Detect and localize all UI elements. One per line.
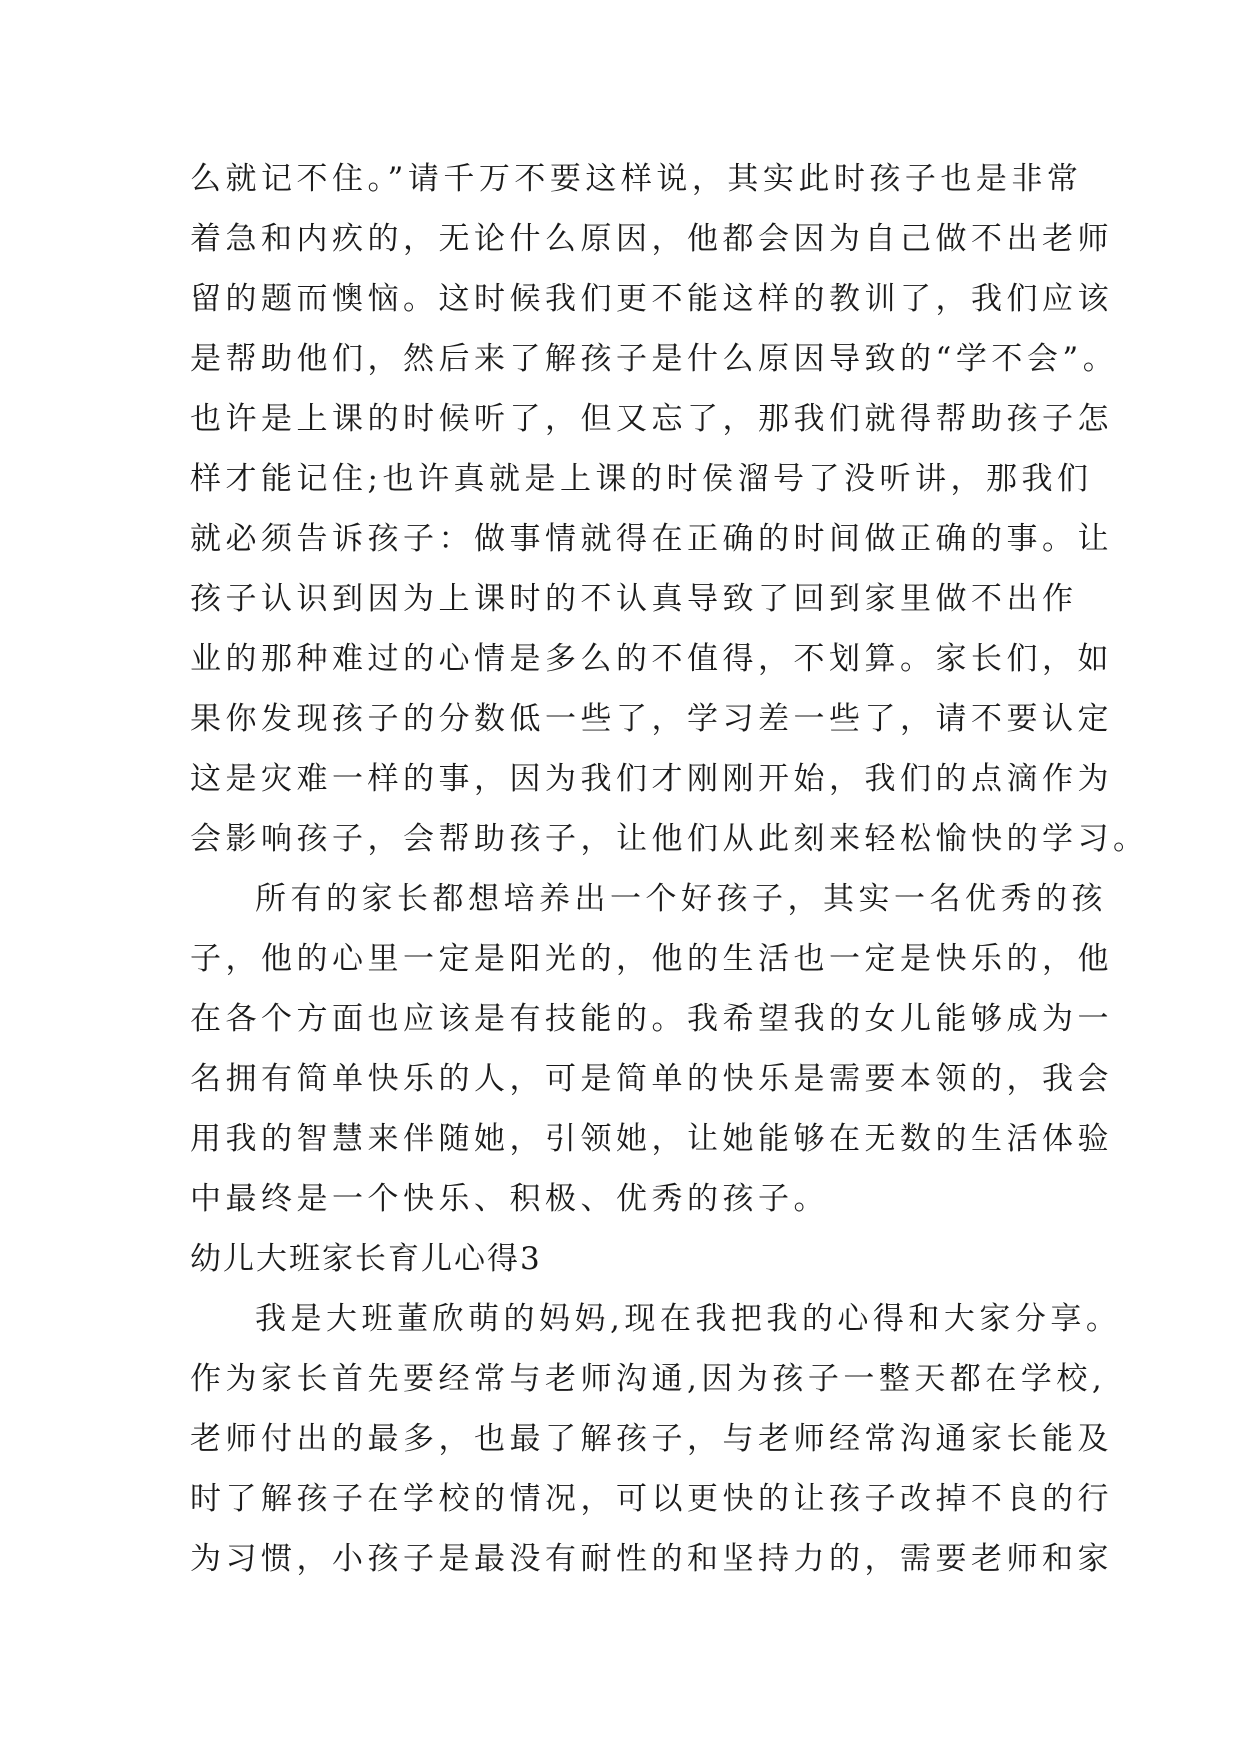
paragraph-line: 是帮助他们，然后来了解孩子是什么原因导致的“学不会”。 bbox=[190, 341, 1119, 377]
paragraph-line: 果你发现孩子的分数低一些了，学习差一些了，请不要认定 bbox=[190, 701, 1113, 737]
paragraph-line: 在各个方面也应该是有技能的。我希望我的女儿能够成为一 bbox=[190, 1001, 1113, 1037]
paragraph-line: 业的那种难过的心情是多么的不值得，不划算。家长们，如 bbox=[190, 641, 1113, 677]
paragraph-line: 为习惯，小孩子是最没有耐性的和坚持力的，需要老师和家 bbox=[190, 1541, 1113, 1577]
paragraph-line: 老师付出的最多，也最了解孩子，与老师经常沟通家长能及 bbox=[190, 1421, 1113, 1457]
paragraph-line: 名拥有简单快乐的人，可是简单的快乐是需要本领的，我会 bbox=[190, 1061, 1113, 1097]
paragraph-line: 子，他的心里一定是阳光的，他的生活也一定是快乐的，他 bbox=[190, 941, 1113, 977]
paragraph-line: 么就记不住。”请千万不要这样说，其实此时孩子也是非常 bbox=[190, 161, 1083, 197]
paragraph-line: 孩子认识到因为上课时的不认真导致了回到家里做不出作 bbox=[190, 581, 1078, 617]
paragraph-line: 着急和内疚的，无论什么原因，他都会因为自己做不出老师 bbox=[190, 221, 1113, 257]
section-heading: 幼儿大班家长育儿心得3 bbox=[190, 1241, 542, 1277]
paragraph-line: 用我的智慧来伴随她，引领她，让她能够在无数的生活体验 bbox=[190, 1121, 1113, 1157]
paragraph-first-line: 所有的家长都想培养出一个好孩子，其实一名优秀的孩 bbox=[255, 881, 1107, 917]
paragraph-line: 时了解孩子在学校的情况，可以更快的让孩子改掉不良的行 bbox=[190, 1481, 1113, 1517]
paragraph-line: 也许是上课的时候听了，但又忘了，那我们就得帮助孩子怎 bbox=[190, 401, 1113, 437]
paragraph-first-line: 我是大班董欣萌的妈妈,现在我把我的心得和大家分享。 bbox=[255, 1301, 1122, 1337]
paragraph-line: 就必须告诉孩子：做事情就得在正确的时间做正确的事。让 bbox=[190, 521, 1113, 557]
paragraph-line: 样才能记住;也许真就是上课的时侯溜号了没听讲，那我们 bbox=[190, 461, 1093, 497]
paragraph-line: 留的题而懊恼。这时候我们更不能这样的教训了，我们应该 bbox=[190, 281, 1113, 317]
paragraph-line: 会影响孩子，会帮助孩子，让他们从此刻来轻松愉快的学习。 bbox=[190, 821, 1149, 857]
paragraph-line: 这是灾难一样的事，因为我们才刚刚开始，我们的点滴作为 bbox=[190, 761, 1113, 797]
paragraph-line: 作为家长首先要经常与老师沟通,因为孩子一整天都在学校, bbox=[190, 1361, 1107, 1397]
paragraph-line: 中最终是一个快乐、积极、优秀的孩子。 bbox=[190, 1181, 829, 1217]
